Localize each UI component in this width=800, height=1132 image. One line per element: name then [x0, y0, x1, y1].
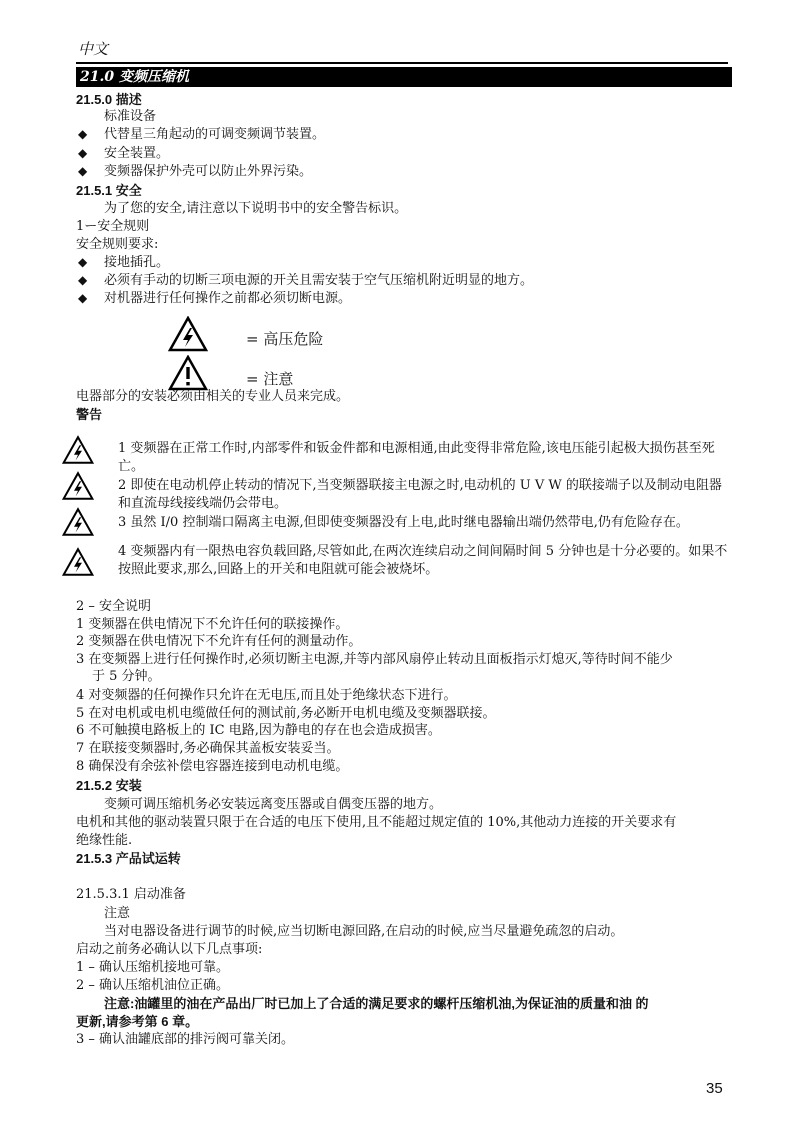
diamond-bullet-icon: ◆	[78, 127, 88, 141]
diamond-bullet-icon: ◆	[78, 255, 88, 269]
section-title: 21.0 变频压缩机	[80, 69, 189, 85]
warning-item: 3 虽然 I/0 控制端口隔离主电源,但即使变频器没有上电,此时继电器输出端仍然带电,仍有危险存在。	[118, 515, 689, 530]
caution-icon	[168, 355, 208, 391]
rules-title: 1ー安全规则	[76, 219, 150, 234]
heading-trial-run: 21.5.3 产品试运转	[76, 851, 181, 866]
list-item: 对机器进行任何操作之前都必须切断电源。	[104, 291, 352, 306]
warning-item: 1 变频器在正常工作时,内部零件和钣金件都和电源相通,由此变得非常危险,该电压能引起极大损伤甚至死亡。	[118, 441, 715, 474]
confirm-item: 3 – 确认油罐底部的排污阀可靠关闭。	[76, 1032, 295, 1047]
confirm-item: 2 – 确认压缩机油位正确。	[76, 978, 230, 993]
oil-note: 注意:油罐里的油在产品出厂时已加上了合适的满足要求的螺杆压缩机油,为保证油的质量和油 的	[104, 996, 649, 1011]
standard-equipment: 标准设备	[104, 109, 157, 124]
install-text: 变频可调压缩机务必安装远离变压器或自偶变压器的地方。	[104, 797, 443, 812]
electrical-note: 电器部分的安装必须由相关的专业人员来完成。	[76, 389, 350, 404]
instruction-item: 5 在对电机或电机电缆做任何的测试前,务必断开电机电缆及变频器联接。	[76, 706, 496, 721]
high-voltage-icon	[62, 506, 94, 538]
install-text: 绝缘性能.	[76, 833, 133, 848]
diamond-bullet-icon: ◆	[78, 164, 88, 178]
page-number: 35	[706, 1080, 723, 1097]
note-label: 注意	[104, 906, 131, 921]
list-item: 必须有手动的切断三项电源的开关且需安装于空气压缩机附近明显的地方。	[104, 273, 534, 288]
confirm-item: 1 – 确认压缩机接地可靠。	[76, 960, 230, 975]
section-title-bar	[76, 67, 732, 87]
install-text: 电机和其他的驱动装置只限于在合适的电压下使用,且不能超过规定值的 10%,其他动力连接的开关要求有	[76, 815, 677, 830]
subheading-startup-prep: 21.5.3.1 启动准备	[76, 887, 186, 902]
diamond-bullet-icon: ◆	[78, 291, 88, 305]
heading-installation: 21.5.2 安装	[76, 778, 142, 793]
instructions-title: 2 – 安全说明	[76, 599, 152, 614]
instruction-item-continued: 于 5 分钟。	[92, 669, 161, 684]
warning-item: 4 变频器内有一限热电容负载回路,尽管如此,在两次连续启动之间间隔时间 5 分钟也是十分必要的。如果不按照此要求,那么,回路上的开关和电阻就可能会被烧坏。	[118, 544, 728, 577]
warning-title: 警告	[76, 407, 103, 422]
safety-intro: 为了您的安全,请注意以下说明书中的安全警告标识。	[104, 201, 408, 216]
list-item: 代替星三角起动的可调变频调节装置。	[104, 127, 326, 142]
high-voltage-label: = 高压危险	[246, 330, 324, 348]
list-item: 接地插孔。	[104, 255, 170, 270]
high-voltage-icon	[62, 546, 94, 578]
diamond-bullet-icon: ◆	[78, 273, 88, 287]
confirm-intro: 启动之前务必确认以下几点事项:	[76, 942, 263, 957]
note-text: 当对电器设备进行调节的时候,应当切断电源回路,在启动的时候,应当尽量避免疏忽的启动。	[104, 924, 624, 939]
header-rule	[76, 62, 728, 64]
instruction-item: 8 确保没有余弦补偿电容器连接到电动机电缆。	[76, 759, 349, 774]
high-voltage-icon	[62, 470, 94, 502]
heading-safety: 21.5.1 安全	[76, 183, 142, 198]
oil-note-continued: 更新,请参考第 6 章。	[76, 1014, 199, 1029]
heading-description: 21.5.0 描述	[76, 92, 142, 107]
list-item: 变频器保护外壳可以防止外界污染。	[104, 164, 313, 179]
high-voltage-icon	[168, 316, 208, 352]
rules-requirement: 安全规则要求:	[76, 237, 159, 252]
diamond-bullet-icon: ◆	[78, 146, 88, 160]
list-item: 安全装置。	[104, 146, 170, 161]
instruction-item: 7 在联接变频器时,务必确保其盖板安装妥当。	[76, 741, 340, 756]
instruction-item: 3 在变频器上进行任何操作时,必须切断主电源,并等内部风扇停止转动且面板指示灯熄灭,等待时间不能少	[76, 652, 673, 667]
warning-item: 2 即使在电动机停止转动的情况下,当变频器联接主电源之时,电动机的 U V W 的联接端子以及制动电阻器和直流母线接线端仍会带电。	[118, 478, 722, 511]
language-label: 中文	[78, 40, 109, 58]
instruction-item: 1 变频器在供电情况下不允许任何的联接操作。	[76, 617, 349, 632]
instruction-item: 2 变频器在供电情况下不允许有任何的测量动作。	[76, 634, 362, 649]
instruction-item: 6 不可触摸电路板上的 IC 电路,因为静电的存在也会造成损害。	[76, 723, 441, 738]
instruction-item: 4 对变频器的任何操作只允许在无电压,而且处于绝缘状态下进行。	[76, 688, 457, 703]
caution-label: = 注意	[246, 370, 294, 388]
high-voltage-icon	[62, 434, 94, 466]
